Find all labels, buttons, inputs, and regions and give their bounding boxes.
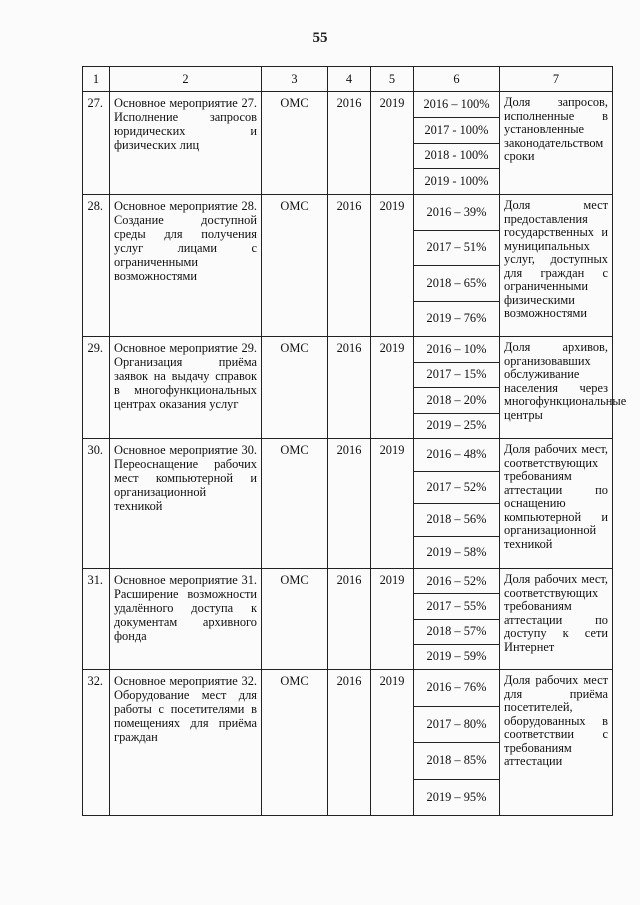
value-2016: 2016 – 100% [414, 92, 499, 118]
value-2018: 2018 – 57% [414, 620, 499, 645]
row-executor: ОМС [262, 670, 328, 816]
header-col-6: 6 [414, 67, 500, 92]
row-result: Доля мест предоставления государственных и муниципальных услуг, доступных для граждан с ограниченными физическими возможностями [500, 195, 613, 337]
row-end-year: 2019 [371, 439, 414, 569]
value-2016: 2016 – 52% [414, 569, 499, 594]
table-row [83, 337, 613, 439]
row-number: 27. [83, 92, 110, 195]
row-title: Основное мероприятие 31. Расширение возможности удалённого доступа к документам архивного фонда [110, 569, 262, 670]
row-executor: ОМС [262, 92, 328, 195]
value-2019: 2019 - 100% [424, 174, 489, 189]
row-values [414, 337, 500, 439]
value-2018: 2018 – 85% [414, 743, 499, 780]
header-col-7: 7 [500, 67, 613, 92]
table-row [83, 92, 613, 195]
value-2019: 2019 – 25% [426, 418, 487, 433]
row-title: Основное мероприятие 30. Переоснащение рабочих мест компьютерной и организационной техникой [110, 439, 262, 569]
row-title: Основное мероприятие 28. Создание доступной среды для получения услуг лицами с ограниченными возможностями [110, 195, 262, 337]
value-2019: 2019 – 95% [426, 789, 487, 804]
row-number: 28. [83, 195, 110, 337]
row-executor: ОМС [262, 195, 328, 337]
value-2019: 2019 – 59% [426, 649, 487, 664]
row-result: Доля рабочих мест для приёма посетителей, оборудованных в соответствии с требованиям аттестации [500, 670, 613, 816]
row-result: Доля рабочих мест, соответствующих требованиям аттестации по доступу к сети Интернет [500, 569, 613, 670]
row-end-year: 2019 [371, 569, 414, 670]
table-row [83, 670, 613, 816]
row-start-year: 2016 [328, 439, 371, 569]
row-executor: ОМС [262, 569, 328, 670]
value-2017: 2017 – 15% [414, 363, 499, 389]
row-title: Основное мероприятие 32. Оборудование мест для работы с посетителями в помещениях для приёма граждан [110, 670, 262, 816]
row-number: 29. [83, 337, 110, 439]
row-result: Доля запросов, исполненные в установленные законодательством сроки [500, 92, 613, 195]
header-col-3: 3 [262, 67, 328, 92]
value-2017: 2017 - 100% [414, 118, 499, 144]
value-2017: 2017 – 55% [414, 594, 499, 619]
row-end-year: 2019 [371, 337, 414, 439]
row-end-year: 2019 [371, 92, 414, 195]
value-2018: 2018 – 20% [414, 388, 499, 414]
value-2016: 2016 – 10% [414, 337, 499, 363]
row-start-year: 2016 [328, 92, 371, 195]
value-2017: 2017 – 52% [414, 472, 499, 505]
row-number: 31. [83, 569, 110, 670]
page-number: 55 [312, 30, 328, 46]
value-2018: 2018 – 56% [414, 504, 499, 537]
row-title: Основное мероприятие 29. Организация приёма заявок на выдачу справок в многофункциональных центрах оказания услуг [110, 337, 262, 439]
value-2016: 2016 – 48% [414, 439, 499, 472]
row-start-year: 2016 [328, 670, 371, 816]
row-values [414, 439, 500, 569]
row-number: 32. [83, 670, 110, 816]
value-2017: 2017 – 51% [414, 231, 499, 267]
value-2016: 2016 – 39% [414, 195, 499, 231]
row-start-year: 2016 [328, 195, 371, 337]
measures-table [82, 66, 627, 816]
row-end-year: 2019 [371, 195, 414, 337]
row-executor: ОМС [262, 337, 328, 439]
header-col-2: 2 [110, 67, 262, 92]
row-values [414, 195, 500, 337]
row-start-year: 2016 [328, 337, 371, 439]
row-title: Основное мероприятие 27. Исполнение запросов юридических и физических лиц [110, 92, 262, 195]
value-2019: 2019 – 76% [426, 311, 487, 326]
header-col-5: 5 [371, 67, 414, 92]
value-2019: 2019 – 58% [426, 544, 487, 559]
value-2018: 2018 - 100% [414, 144, 499, 170]
row-number: 30. [83, 439, 110, 569]
row-end-year: 2019 [371, 670, 414, 816]
header-col-4: 4 [328, 67, 371, 92]
table-row [83, 439, 613, 569]
table-header-row [83, 67, 613, 92]
row-values [414, 569, 500, 670]
value-2017: 2017 – 80% [414, 707, 499, 744]
header-col-1: 1 [83, 67, 110, 92]
row-executor: ОМС [262, 439, 328, 569]
table-row [83, 195, 613, 337]
value-2018: 2018 – 65% [414, 266, 499, 302]
value-2016: 2016 – 76% [414, 670, 499, 707]
row-start-year: 2016 [328, 569, 371, 670]
row-result: Доля архивов, организовавших обслуживание населения через многофункциональные центры [500, 337, 613, 439]
table-row [83, 569, 613, 670]
row-result: Доля рабочих мест, соответствующих требованиям аттестации по оснащению компьютерной и организационной техникой [500, 439, 613, 569]
row-values [414, 92, 500, 195]
row-values [414, 670, 500, 816]
